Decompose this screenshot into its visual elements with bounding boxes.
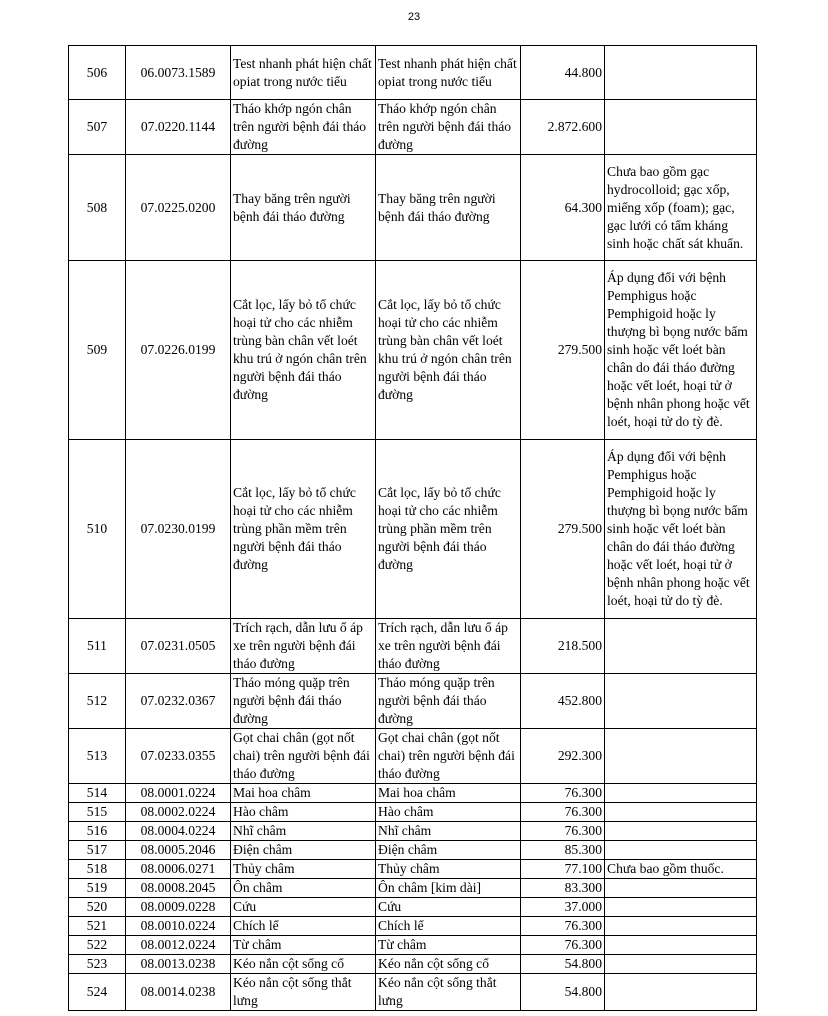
price: 76.300: [521, 917, 605, 936]
row-number: 519: [69, 879, 126, 898]
service-name-alt: Thay băng trên người bệnh đái tháo đường: [376, 155, 521, 261]
note: [605, 841, 757, 860]
service-name-alt: Tháo khớp ngón chân trên người bệnh đái tháo đường: [376, 100, 521, 155]
table-row: [69, 860, 757, 879]
service-name: Điện châm: [231, 841, 376, 860]
service-name: Nhĩ châm: [231, 822, 376, 841]
row-number: 518: [69, 860, 126, 879]
row-number: 509: [69, 261, 126, 440]
service-code: 08.0004.0224: [126, 822, 231, 841]
price-table: [68, 45, 757, 1011]
service-name: Từ châm: [231, 936, 376, 955]
table-row: [69, 440, 757, 619]
price: 279.500: [521, 440, 605, 619]
note: Chưa bao gồm gạc hydrocolloid; gạc xốp, miếng xốp (foam); gạc, gạc lưới có tẩm kháng sinh hoặc chất sát khuẩn.: [605, 155, 757, 261]
note: [605, 879, 757, 898]
service-name-alt: Trích rạch, dẫn lưu ổ áp xe trên người bệnh đái tháo đường: [376, 619, 521, 674]
service-code: 07.0225.0200: [126, 155, 231, 261]
service-name-alt: Điện châm: [376, 841, 521, 860]
service-code: 07.0232.0367: [126, 674, 231, 729]
table-row: [69, 917, 757, 936]
table-row: [69, 898, 757, 917]
service-code: 08.0013.0238: [126, 955, 231, 974]
price: 76.300: [521, 936, 605, 955]
price: 44.800: [521, 46, 605, 100]
table-row: [69, 822, 757, 841]
row-number: 511: [69, 619, 126, 674]
table-row: [69, 100, 757, 155]
price: 54.800: [521, 974, 605, 1011]
row-number: 517: [69, 841, 126, 860]
row-number: 515: [69, 803, 126, 822]
table-row: [69, 261, 757, 440]
price: 54.800: [521, 955, 605, 974]
row-number: 523: [69, 955, 126, 974]
service-name-alt: Tháo móng quặp trên người bệnh đái tháo đường: [376, 674, 521, 729]
price: 85.300: [521, 841, 605, 860]
service-code: 06.0073.1589: [126, 46, 231, 100]
price: 292.300: [521, 729, 605, 784]
service-code: 08.0005.2046: [126, 841, 231, 860]
service-code: 07.0230.0199: [126, 440, 231, 619]
service-name-alt: Kéo nắn cột sống cổ: [376, 955, 521, 974]
table-row: [69, 619, 757, 674]
service-code: 07.0233.0355: [126, 729, 231, 784]
note: [605, 784, 757, 803]
price: 76.300: [521, 822, 605, 841]
service-name: Thay băng trên người bệnh đái tháo đường: [231, 155, 376, 261]
service-code: 08.0008.2045: [126, 879, 231, 898]
service-name: Chích lể: [231, 917, 376, 936]
table-row: [69, 155, 757, 261]
price: 279.500: [521, 261, 605, 440]
table-row: [69, 674, 757, 729]
note: [605, 917, 757, 936]
note: Áp dụng đối với bệnh Pemphigus hoặc Pemphigoid hoặc ly thượng bì bọng nước bẩm sinh hoặc vết loét bàn chân do đái tháo đường hoặc vết loét, hoại tử ở bệnh nhân phong hoặc vết loét, hoại tử do tỳ đè.: [605, 440, 757, 619]
table-row: [69, 955, 757, 974]
price: 452.800: [521, 674, 605, 729]
service-name: Thủy châm: [231, 860, 376, 879]
note: [605, 936, 757, 955]
table-row: [69, 784, 757, 803]
service-name: Ôn châm: [231, 879, 376, 898]
note: Áp dụng đối với bệnh Pemphigus hoặc Pemphigoid hoặc ly thượng bì bọng nước bẩm sinh hoặc vết loét bàn chân do đái tháo đường hoặc vết loét, hoại tử ở bệnh nhân phong hoặc vết loét, hoại tử do tỳ đè.: [605, 261, 757, 440]
price: 77.100: [521, 860, 605, 879]
service-name-alt: Thủy châm: [376, 860, 521, 879]
note: [605, 974, 757, 1011]
service-name: Kéo nắn cột sống thắt lưng: [231, 974, 376, 1011]
row-number: 520: [69, 898, 126, 917]
service-name-alt: Test nhanh phát hiện chất opiat trong nước tiểu: [376, 46, 521, 100]
service-name-alt: Mai hoa châm: [376, 784, 521, 803]
service-name-alt: Cứu: [376, 898, 521, 917]
service-name-alt: Gọt chai chân (gọt nốt chai) trên người bệnh đái tháo đường: [376, 729, 521, 784]
price: 37.000: [521, 898, 605, 917]
service-name: Cắt lọc, lấy bỏ tổ chức hoại tử cho các nhiễm trùng phần mềm trên người bệnh đái tháo đường: [231, 440, 376, 619]
service-name: Trích rạch, dẫn lưu ổ áp xe trên người bệnh đái tháo đường: [231, 619, 376, 674]
service-code: 08.0002.0224: [126, 803, 231, 822]
service-name: Gọt chai chân (gọt nốt chai) trên người bệnh đái tháo đường: [231, 729, 376, 784]
row-number: 522: [69, 936, 126, 955]
row-number: 521: [69, 917, 126, 936]
note: [605, 803, 757, 822]
table-row: [69, 974, 757, 1011]
table-row: [69, 46, 757, 100]
price: 2.872.600: [521, 100, 605, 155]
price: 76.300: [521, 803, 605, 822]
row-number: 512: [69, 674, 126, 729]
service-name: Cứu: [231, 898, 376, 917]
service-code: 08.0001.0224: [126, 784, 231, 803]
service-name-alt: Chích lể: [376, 917, 521, 936]
service-code: 07.0220.1144: [126, 100, 231, 155]
service-code: 07.0226.0199: [126, 261, 231, 440]
note: [605, 46, 757, 100]
table-row: [69, 803, 757, 822]
service-name: Test nhanh phát hiện chất opiat trong nước tiểu: [231, 46, 376, 100]
service-code: 08.0006.0271: [126, 860, 231, 879]
service-name-alt: Hào châm: [376, 803, 521, 822]
row-number: 514: [69, 784, 126, 803]
service-code: 08.0009.0228: [126, 898, 231, 917]
table-row: [69, 879, 757, 898]
note: [605, 100, 757, 155]
row-number: 508: [69, 155, 126, 261]
row-number: 513: [69, 729, 126, 784]
price: 64.300: [521, 155, 605, 261]
table-row: [69, 936, 757, 955]
price: 218.500: [521, 619, 605, 674]
service-name-alt: Từ châm: [376, 936, 521, 955]
service-name-alt: Kéo nắn cột sống thắt lưng: [376, 974, 521, 1011]
service-name: Hào châm: [231, 803, 376, 822]
row-number: 506: [69, 46, 126, 100]
service-name: Kéo nắn cột sống cổ: [231, 955, 376, 974]
service-code: 08.0012.0224: [126, 936, 231, 955]
service-name: Tháo móng quặp trên người bệnh đái tháo đường: [231, 674, 376, 729]
table-row: [69, 729, 757, 784]
note: [605, 674, 757, 729]
note: [605, 729, 757, 784]
service-name-alt: Cắt lọc, lấy bỏ tổ chức hoại tử cho các nhiễm trùng phần mềm trên người bệnh đái tháo đường: [376, 440, 521, 619]
service-name-alt: Cắt lọc, lấy bỏ tổ chức hoại tử cho các nhiễm trùng bàn chân vết loét khu trú ở ngón chân trên người bệnh đái tháo đường: [376, 261, 521, 440]
note: [605, 619, 757, 674]
row-number: 510: [69, 440, 126, 619]
service-code: 08.0010.0224: [126, 917, 231, 936]
note: [605, 955, 757, 974]
price: 76.300: [521, 784, 605, 803]
service-code: 08.0014.0238: [126, 974, 231, 1011]
service-code: 07.0231.0505: [126, 619, 231, 674]
row-number: 524: [69, 974, 126, 1011]
service-name: Cắt lọc, lấy bỏ tổ chức hoại tử cho các nhiễm trùng bàn chân vết loét khu trú ở ngón chân trên người bệnh đái tháo đường: [231, 261, 376, 440]
note: [605, 898, 757, 917]
note: Chưa bao gồm thuốc.: [605, 860, 757, 879]
service-name: Mai hoa châm: [231, 784, 376, 803]
service-name-alt: Nhĩ châm: [376, 822, 521, 841]
note: [605, 822, 757, 841]
page-number: 23: [407, 11, 421, 23]
service-name: Tháo khớp ngón chân trên người bệnh đái tháo đường: [231, 100, 376, 155]
row-number: 516: [69, 822, 126, 841]
price: 83.300: [521, 879, 605, 898]
row-number: 507: [69, 100, 126, 155]
table-row: [69, 841, 757, 860]
service-name-alt: Ôn châm [kim dài]: [376, 879, 521, 898]
